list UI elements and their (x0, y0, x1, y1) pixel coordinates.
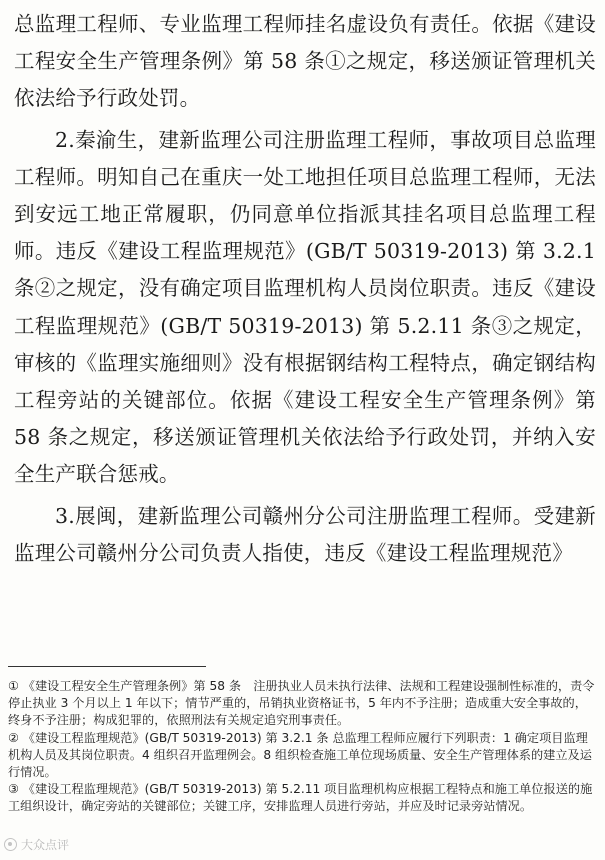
footnotes (8, 678, 598, 816)
paragraph-1: 总监理工程师、专业监理工程师挂名虚设负有责任。依据《建设工程安全生产管理条例》第 58 条①之规定，移送颁证管理机关依法给予行政处罚。 (14, 12, 596, 111)
camera-logo-icon (4, 838, 17, 851)
paragraph-3: 3.展闽，建新监理公司赣州分公司注册监理工程师。受建新监理公司赣州分公司负责人指使，违反《建设工程监理规范》 (14, 503, 596, 565)
watermark (4, 836, 69, 853)
footnote-divider (8, 666, 206, 667)
main-text (14, 6, 596, 572)
footnote-1: ① 《建设工程安全生产管理条例》第 58 条 注册执业人员未执行法律、法规和工程建设强制性标准的，责令停止执业 3 个月以上 1 年以下；情节严重的，吊销执业资格证书，5 年内不予注册；造成重大安全事故的，终身不予注册；构成犯罪的，依照刑法有关规定追究刑事责任。 (8, 679, 595, 728)
footnote-2: ② 《建设工程监理规范》(GB/T 50319-2013) 第 3.2.1 条 总监理工程师应履行下列职责：1 确定项目监理机构人员及其岗位职责。4 组织召开监理例会。8 组织检查施工单位现场质量、安全生产管理体系的建立及运行情况。 (8, 730, 592, 780)
footnote-3: ③ 《建设工程监理规范》(GB/T 50319-2013) 第 5.2.11 项目监理机构应根据工程特点和施工单位报送的施工组织设计，确定旁站的关键部位；关键工序，安排监理人员进行旁站，并应及时记录旁站情况。 (8, 782, 593, 814)
watermark-text: 大众点评 (21, 838, 70, 852)
paragraph-2: 2.秦渝生，建新监理公司注册监理工程师，事故项目总监理工程师。明知自己在重庆一处工地担任项目总监理工程师，无法到安远工地正常履职，仍同意单位指派其挂名项目总监理工程师。违反《建设工程监理规范》(GB/T 50319-2013) 第 3.2.1 条②之规定，没有确定项目监理机构人员岗位职责。违反《建设工程监理规范》(GB/T 50319-2013) 第 5.2.11 条③之规定，审核的《监理实施细则》没有根据钢结构工程特点，确定钢结构工程旁站的关键部位。依据《建设工程安全生产管理条例》第 58 条之规定，移送颁证管理机关依法给予行政处罚，并纳入安全生产联合惩戒。 (14, 127, 596, 487)
